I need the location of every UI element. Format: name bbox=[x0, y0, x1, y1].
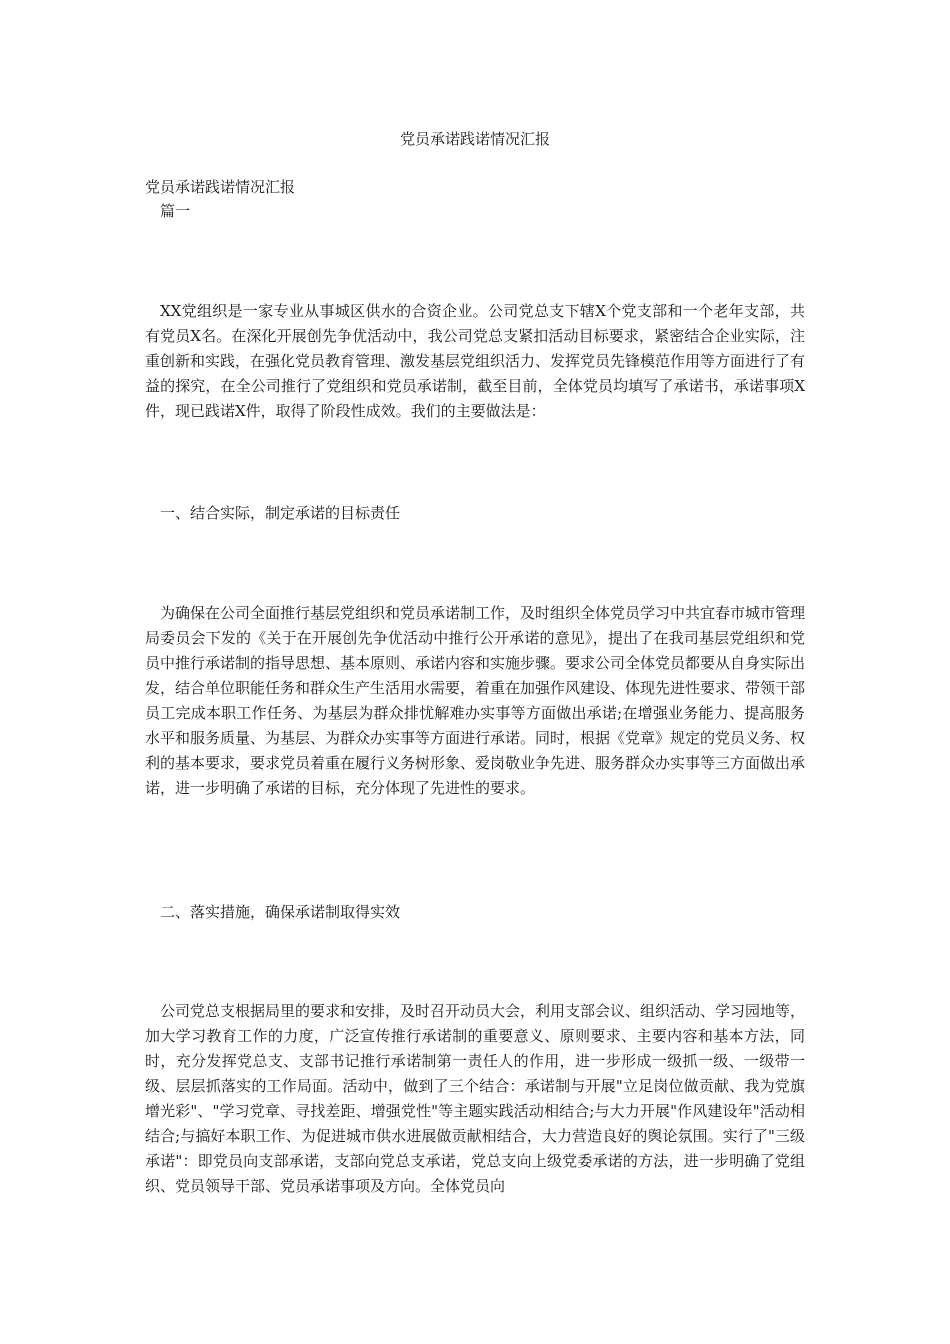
part-label: 篇一 bbox=[160, 202, 191, 220]
section-2-paragraph: 公司党总支根据局里的要求和安排，及时召开动员大会，利用支部会议、组织活动、学习园地等，加大学习教育工作的力度，广泛宣传推行承诺制的重要意义、原则要求、主要内容和基本方法，同时，充分发挥党总支、支部书记推行承诺制第一责任人的作用，进一步形成一级抓一级、一级带一级、层层抓落实的工作局面。活动中，做到了三个结合：承诺制与开展"立足岗位做贡献、我为党旗增光彩"、"学习党章、寻找差距、增强党性"等主题实践活动相结合;与大力开展"作风建设年"活动相结合;与搞好本职工作、为促进城市供水进展做贡献相结合，大力营造良好的舆论氛围。实行了"三级承诺"：即党员向支部承诺，支部向党总支承诺，党总支向上级党委承诺的方法，进一步明确了党组织、党员领导干部、党员承诺事项及方向。全体党员向 bbox=[145, 1002, 806, 1195]
document-title: 党员承诺践诺情况汇报 bbox=[399, 130, 550, 148]
intro-paragraph: XX党组织是一家专业从事城区供水的合资企业。公司党总支下辖X个党支部和一个老年支部，共有党员X名。在深化开展创先争优活动中，我公司党总支紧扣活动目标要求，紧密结合企业实际，注重创新和实践，在强化党员教育管理、激发基层党组织活力、发挥党员先锋模范作用等方面进行了有益的探究，在全公司推行了党组织和党员承诺制，截至目前，全体党员均填写了承诺书，承诺事项X件，现已践诺X件，取得了阶段性成效。我们的主要做法是： bbox=[145, 302, 806, 420]
section-1-paragraph: 为确保在公司全面推行基层党组织和党员承诺制工作，及时组织全体党员学习中共宜春市城市管理局委员会下发的《关于在开展创先争优活动中推行公开承诺的意见》，提出了在我司基层党组织和党员中推行承诺制的指导思想、基本原则、承诺内容和实施步骤。要求公司全体党员都要从自身实际出发，结合单位职能任务和群众生产生活用水需要，着重在加强作风建设、体现先进性要求、带领干部员工完成本职工作任务、为基层为群众排忧解难办实事等方面做出承诺;在增强业务能力、提高服务水平和服务质量、为基层、为群众办实事等方面进行承诺。同时，根据《党章》规定的党员义务、权利的基本要求，要求党员着重在履行义务树形象、爱岗敬业争先进、服务群众办实事等三方面做出承诺，进一步明确了承诺的目标，充分体现了先进性的要求。 bbox=[145, 604, 806, 797]
section-heading-2: 二、落实措施，确保承诺制取得实效 bbox=[160, 903, 401, 921]
document-subtitle: 党员承诺践诺情况汇报 bbox=[145, 178, 296, 196]
section-heading-1: 一、结合实际，制定承诺的目标责任 bbox=[160, 504, 401, 522]
